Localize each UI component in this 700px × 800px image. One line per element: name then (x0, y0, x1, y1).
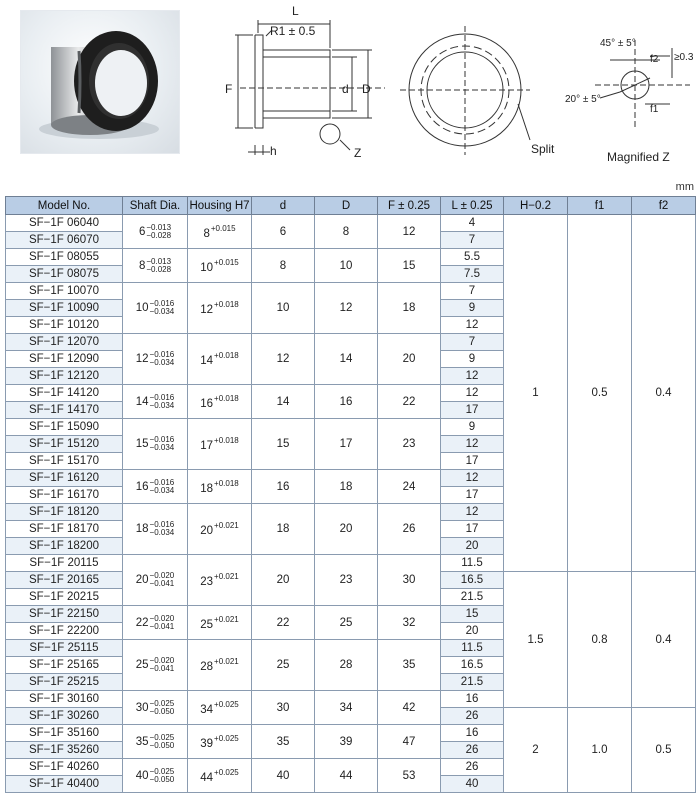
shaft-tol-lower: −0.050 (149, 706, 175, 716)
shaft-tolerance (150, 615, 175, 631)
housing-cell (188, 470, 252, 504)
shaft-tolerance (150, 734, 175, 750)
model-cell: SF−1F 10090 (6, 300, 123, 317)
housing-base: 10 (200, 261, 214, 274)
shaft-base: 16 (135, 480, 149, 493)
label-20-angle: 20° ± 5° (565, 94, 601, 105)
header-f2: f2 (632, 197, 696, 215)
unit-label: mm (675, 181, 694, 193)
shaft-tolerance (150, 768, 175, 784)
shaft-tol-upper: −0.013 (146, 256, 172, 266)
f2-cell: 0.4 (632, 215, 696, 572)
shaft-cell (123, 334, 188, 385)
F-cell: 42 (378, 691, 441, 725)
label-Z: Z (354, 146, 362, 160)
shaft-base: 35 (135, 735, 149, 748)
shaft-tol-lower: −0.041 (149, 621, 175, 631)
shaft-cell (123, 725, 188, 759)
L-cell: 12 (441, 317, 504, 334)
model-cell: SF−1F 30160 (6, 691, 123, 708)
housing-tolerance: +0.015 (214, 257, 239, 267)
shaft-tol-upper: −0.025 (149, 732, 175, 742)
model-cell: SF−1F 12090 (6, 351, 123, 368)
shaft-base: 20 (135, 574, 149, 587)
label-f2: f2 (650, 54, 659, 65)
L-cell: 4 (441, 215, 504, 232)
housing-tolerance: +0.018 (214, 478, 239, 488)
F-cell: 15 (378, 249, 441, 283)
D-cell: 10 (315, 249, 378, 283)
L-cell: 20 (441, 538, 504, 555)
header-D: D (315, 197, 378, 215)
shaft-tol-lower: −0.034 (149, 358, 175, 367)
L-cell: 12 (441, 504, 504, 521)
shaft-cell (123, 249, 188, 283)
L-cell: 16.5 (441, 572, 504, 589)
d-cell: 35 (252, 725, 315, 759)
housing-cell (188, 283, 252, 334)
d-cell: 8 (252, 249, 315, 283)
header-housing: Housing H7 (188, 197, 252, 215)
housing-cell (188, 419, 252, 470)
shaft-tol-upper: −0.016 (149, 520, 175, 529)
L-cell: 16.5 (441, 657, 504, 674)
shaft-tolerance (150, 700, 175, 716)
shaft-tol-upper: −0.016 (149, 435, 175, 444)
d-cell: 6 (252, 215, 315, 249)
table-body (6, 215, 696, 793)
L-cell: 12 (441, 385, 504, 402)
model-cell: SF−1F 10070 (6, 283, 123, 300)
D-cell: 28 (315, 640, 378, 691)
D-cell: 25 (315, 606, 378, 640)
L-cell: 12 (441, 368, 504, 385)
model-cell: SF−1F 12070 (6, 334, 123, 351)
d-cell: 18 (252, 504, 315, 555)
bushing-photo (20, 10, 180, 154)
D-cell: 12 (315, 283, 378, 334)
model-cell: SF−1F 14120 (6, 385, 123, 402)
housing-base: 34 (200, 703, 214, 716)
D-cell: 20 (315, 504, 378, 555)
shaft-cell (123, 470, 188, 504)
shaft-base: 30 (135, 701, 149, 714)
L-cell: 16 (441, 691, 504, 708)
L-cell: 26 (441, 759, 504, 776)
shaft-base: 22 (135, 616, 149, 629)
label-45-angle: 45° ± 5° (600, 38, 636, 49)
housing-cell (188, 640, 252, 691)
F-cell: 32 (378, 606, 441, 640)
L-cell: 9 (441, 419, 504, 436)
shaft-tolerance (150, 351, 175, 367)
model-cell: SF−1F 08075 (6, 266, 123, 283)
model-cell: SF−1F 22150 (6, 606, 123, 623)
housing-cell (188, 249, 252, 283)
d-cell: 20 (252, 555, 315, 606)
shaft-tolerance (150, 572, 175, 588)
model-cell: SF−1F 40260 (6, 759, 123, 776)
header-model: Model No. (6, 197, 123, 215)
D-cell: 17 (315, 419, 378, 470)
housing-base: 44 (200, 771, 214, 784)
housing-base: 14 (200, 355, 214, 367)
shaft-tolerance (146, 224, 171, 240)
shaft-tolerance (146, 258, 171, 274)
F-cell: 22 (378, 385, 441, 419)
housing-tolerance: +0.018 (214, 300, 239, 309)
shaft-tol-lower: −0.028 (146, 230, 172, 240)
d-cell: 10 (252, 283, 315, 334)
model-cell: SF−1F 22200 (6, 623, 123, 640)
model-cell: SF−1F 06070 (6, 232, 123, 249)
F-cell: 12 (378, 215, 441, 249)
model-cell: SF−1F 06040 (6, 215, 123, 232)
shaft-tol-upper: −0.020 (149, 571, 175, 580)
housing-tolerance: +0.018 (214, 436, 239, 445)
shaft-cell (123, 606, 188, 640)
shaft-tol-lower: −0.034 (149, 307, 175, 316)
L-cell: 21.5 (441, 674, 504, 691)
D-cell: 44 (315, 759, 378, 793)
d-cell: 14 (252, 385, 315, 419)
spec-table (5, 196, 696, 793)
housing-cell (188, 334, 252, 385)
housing-tolerance: +0.021 (214, 614, 239, 624)
housing-tolerance: +0.021 (214, 572, 239, 581)
model-cell: SF−1F 25215 (6, 674, 123, 691)
model-cell: SF−1F 16120 (6, 470, 123, 487)
L-cell: 9 (441, 351, 504, 368)
housing-tolerance: +0.025 (214, 767, 239, 777)
housing-tolerance: +0.025 (214, 733, 239, 743)
shaft-cell (123, 419, 188, 470)
housing-tolerance: +0.018 (214, 351, 239, 360)
shaft-tolerance (150, 657, 175, 673)
shaft-tol-upper: −0.020 (149, 613, 175, 623)
model-cell: SF−1F 35260 (6, 742, 123, 759)
model-cell: SF−1F 15090 (6, 419, 123, 436)
L-cell: 7.5 (441, 266, 504, 283)
housing-cell (188, 691, 252, 725)
shaft-cell (123, 759, 188, 793)
housing-cell (188, 504, 252, 555)
shaft-tolerance (150, 394, 175, 410)
header-H: H−0.2 (504, 197, 568, 215)
bushing-drawings (200, 0, 700, 175)
model-cell: SF−1F 18170 (6, 521, 123, 538)
model-cell: SF−1F 25115 (6, 640, 123, 657)
D-cell: 39 (315, 725, 378, 759)
D-cell: 16 (315, 385, 378, 419)
H-cell: 1.5 (504, 572, 568, 708)
shaft-tol-upper: −0.025 (149, 698, 175, 708)
label-d: d (342, 82, 349, 96)
label-L: L (292, 4, 299, 18)
model-cell: SF−1F 20115 (6, 555, 123, 572)
housing-cell (188, 759, 252, 793)
L-cell: 11.5 (441, 555, 504, 572)
shaft-tol-lower: −0.034 (149, 400, 175, 410)
label-h: h (270, 144, 277, 158)
d-cell: 12 (252, 334, 315, 385)
F-cell: 24 (378, 470, 441, 504)
H-cell: 1 (504, 215, 568, 572)
shaft-tol-lower: −0.028 (146, 264, 172, 274)
F-cell: 20 (378, 334, 441, 385)
housing-base: 23 (200, 576, 214, 588)
model-cell: SF−1F 40400 (6, 776, 123, 793)
D-cell: 14 (315, 334, 378, 385)
shaft-cell (123, 215, 188, 249)
shaft-tol-lower: −0.041 (149, 664, 175, 673)
F-cell: 23 (378, 419, 441, 470)
shaft-cell (123, 385, 188, 419)
housing-tolerance: +0.025 (214, 699, 239, 709)
f2-cell: 0.5 (632, 708, 696, 793)
housing-tolerance: +0.021 (214, 657, 239, 666)
shaft-tol-lower: −0.034 (149, 485, 175, 495)
housing-cell (188, 555, 252, 606)
L-cell: 15 (441, 606, 504, 623)
L-cell: 17 (441, 487, 504, 504)
f2-cell: 0.4 (632, 572, 696, 708)
model-cell: SF−1F 08055 (6, 249, 123, 266)
housing-cell (188, 606, 252, 640)
model-cell: SF−1F 12120 (6, 368, 123, 385)
header-F: F ± 0.25 (378, 197, 441, 215)
housing-base: 16 (200, 397, 214, 410)
label-f1: f1 (650, 104, 659, 115)
model-cell: SF−1F 20215 (6, 589, 123, 606)
housing-tolerance: +0.018 (214, 393, 239, 403)
housing-base: 17 (200, 440, 214, 452)
L-cell: 5.5 (441, 249, 504, 266)
shaft-base: 14 (135, 395, 149, 408)
shaft-tol-lower: −0.034 (149, 443, 175, 452)
shaft-tol-lower: −0.034 (149, 528, 175, 537)
label-magnified-z: Magnified Z (607, 150, 670, 164)
shaft-tolerance (150, 300, 175, 316)
D-cell: 34 (315, 691, 378, 725)
model-cell: SF−1F 35160 (6, 725, 123, 742)
shaft-tol-lower: −0.050 (149, 740, 175, 750)
L-cell: 7 (441, 283, 504, 300)
F-cell: 30 (378, 555, 441, 606)
housing-cell (188, 215, 252, 249)
shaft-tol-upper: −0.016 (149, 350, 175, 359)
F-cell: 35 (378, 640, 441, 691)
shaft-base: 12 (135, 353, 149, 366)
D-cell: 8 (315, 215, 378, 249)
shaft-tol-upper: −0.016 (149, 392, 175, 402)
shaft-base: 6 (138, 225, 146, 238)
L-cell: 17 (441, 453, 504, 470)
model-cell: SF−1F 15170 (6, 453, 123, 470)
label-D: D (362, 82, 371, 96)
model-cell: SF−1F 18200 (6, 538, 123, 555)
shaft-base: 25 (135, 659, 149, 672)
shaft-cell (123, 691, 188, 725)
housing-base: 28 (200, 661, 214, 673)
F-cell: 18 (378, 283, 441, 334)
shaft-base: 40 (135, 769, 149, 782)
model-cell: SF−1F 14170 (6, 402, 123, 419)
model-cell: SF−1F 25165 (6, 657, 123, 674)
F-cell: 26 (378, 504, 441, 555)
label-thickness: ≥0.3 (674, 52, 694, 63)
shaft-cell (123, 283, 188, 334)
housing-base: 8 (203, 227, 210, 240)
shaft-tol-upper: −0.013 (146, 222, 172, 232)
header-shaft: Shaft Dia. (123, 197, 188, 215)
L-cell: 26 (441, 742, 504, 759)
shaft-tolerance (150, 436, 175, 452)
shaft-base: 15 (135, 438, 149, 451)
model-cell: SF−1F 15120 (6, 436, 123, 453)
f1-cell: 0.5 (568, 215, 632, 572)
housing-base: 25 (200, 618, 214, 631)
shaft-tol-lower: −0.050 (149, 774, 175, 784)
shaft-tol-upper: −0.025 (149, 766, 175, 776)
housing-cell (188, 385, 252, 419)
L-cell: 7 (441, 334, 504, 351)
H-cell: 2 (504, 708, 568, 793)
housing-tolerance: +0.015 (210, 223, 236, 233)
D-cell: 18 (315, 470, 378, 504)
header-L: L ± 0.25 (441, 197, 504, 215)
table-header (6, 197, 696, 215)
model-cell: SF−1F 16170 (6, 487, 123, 504)
shaft-tol-lower: −0.041 (149, 579, 175, 588)
D-cell: 23 (315, 555, 378, 606)
label-R: R1 ± 0.5 (270, 24, 316, 38)
L-cell: 7 (441, 232, 504, 249)
shaft-tolerance (150, 521, 175, 537)
label-F: F (225, 82, 233, 96)
L-cell: 26 (441, 708, 504, 725)
shaft-cell (123, 504, 188, 555)
L-cell: 12 (441, 470, 504, 487)
model-cell: SF−1F 30260 (6, 708, 123, 725)
label-split: Split (531, 142, 555, 156)
d-cell: 40 (252, 759, 315, 793)
header-d: d (252, 197, 315, 215)
L-cell: 17 (441, 402, 504, 419)
L-cell: 16 (441, 725, 504, 742)
L-cell: 17 (441, 521, 504, 538)
L-cell: 11.5 (441, 640, 504, 657)
shaft-tolerance (150, 479, 175, 495)
d-cell: 30 (252, 691, 315, 725)
d-cell: 25 (252, 640, 315, 691)
shaft-base: 18 (135, 523, 149, 536)
shaft-tol-upper: −0.016 (149, 477, 175, 487)
shaft-tol-upper: −0.016 (149, 299, 175, 308)
d-cell: 16 (252, 470, 315, 504)
shaft-cell (123, 555, 188, 606)
L-cell: 9 (441, 300, 504, 317)
housing-base: 12 (200, 304, 214, 316)
L-cell: 12 (441, 436, 504, 453)
F-cell: 47 (378, 725, 441, 759)
L-cell: 21.5 (441, 589, 504, 606)
d-cell: 22 (252, 606, 315, 640)
d-cell: 15 (252, 419, 315, 470)
housing-tolerance: +0.021 (214, 521, 239, 530)
housing-base: 39 (200, 737, 214, 750)
f1-cell: 0.8 (568, 572, 632, 708)
L-cell: 20 (441, 623, 504, 640)
model-cell: SF−1F 10120 (6, 317, 123, 334)
model-cell: SF−1F 20165 (6, 572, 123, 589)
header-f1: f1 (568, 197, 632, 215)
shaft-base: 10 (135, 302, 149, 315)
L-cell: 40 (441, 776, 504, 793)
shaft-cell (123, 640, 188, 691)
housing-base: 20 (200, 525, 214, 537)
housing-cell (188, 725, 252, 759)
shaft-base: 8 (138, 259, 146, 272)
table-row (6, 215, 696, 232)
housing-base: 18 (200, 482, 214, 495)
shaft-tol-upper: −0.020 (149, 656, 175, 665)
f1-cell: 1.0 (568, 708, 632, 793)
model-cell: SF−1F 18120 (6, 504, 123, 521)
F-cell: 53 (378, 759, 441, 793)
